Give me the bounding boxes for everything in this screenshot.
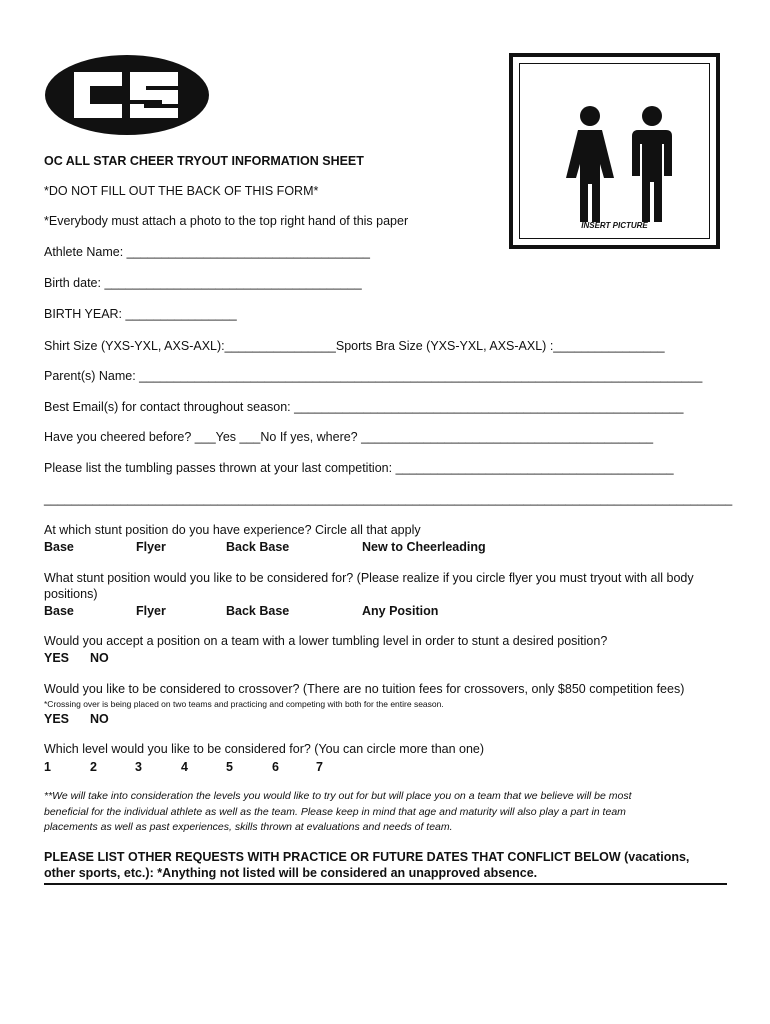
- athlete-name-field[interactable]: Athlete Name: ___________________________________: [44, 245, 370, 259]
- disclaimer-line3: placements as well as past experiences, skills thrown at evaluations and needs of team.: [44, 821, 453, 833]
- crossover-question: Would you like to be considered to crossover? (There are no tuition fees for crossovers, only $850 competition fees): [44, 682, 685, 696]
- birth-year-field[interactable]: BIRTH YEAR: ________________: [44, 307, 237, 321]
- considered-option-base[interactable]: Base: [44, 604, 74, 618]
- photo-box: [509, 53, 720, 249]
- level-option-5[interactable]: 5: [226, 760, 233, 774]
- page-title: OC ALL STAR CHEER TRYOUT INFORMATION SHEET: [44, 154, 364, 168]
- level-option-6[interactable]: 6: [272, 760, 279, 774]
- lower-level-no[interactable]: NO: [90, 651, 109, 665]
- level-question: Which level would you like to be considered for? (You can circle more than one): [44, 742, 485, 756]
- level-option-2[interactable]: 2: [90, 760, 97, 774]
- considered-option-flyer[interactable]: Flyer: [136, 604, 166, 618]
- considered-option-back-base[interactable]: Back Base: [226, 604, 290, 618]
- oc-logo-icon: [44, 54, 210, 136]
- shirt-size-field[interactable]: Shirt Size (YXS-YXL, AXS-AXL):________________Sports Bra Size (YXS-YXL, AXS-AXL) :________________: [44, 339, 665, 353]
- crossover-no[interactable]: NO: [90, 712, 109, 726]
- birth-date-field[interactable]: Birth date: _____________________________________: [44, 276, 362, 290]
- parents-name-field[interactable]: Parent(s) Name: _________________________________________________________________________________: [44, 369, 703, 383]
- crossover-yes[interactable]: YES: [44, 712, 70, 726]
- tumbling-passes-line2[interactable]: ___________________________________________________________________________________________________: [44, 492, 733, 506]
- requests-line1: PLEASE LIST OTHER REQUESTS WITH PRACTICE OR FUTURE DATES THAT CONFLICT BELOW (vacations,: [44, 850, 690, 864]
- considered-option-any[interactable]: Any Position: [362, 604, 439, 618]
- level-option-1[interactable]: 1: [44, 760, 51, 774]
- experience-option-new[interactable]: New to Cheerleading: [362, 540, 486, 554]
- experience-option-back-base[interactable]: Back Base: [226, 540, 290, 554]
- lower-level-question: Would you accept a position on a team with a lower tumbling level in order to stunt a desired position?: [44, 634, 608, 648]
- level-option-3[interactable]: 3: [135, 760, 142, 774]
- lower-level-yes[interactable]: YES: [44, 651, 70, 665]
- considered-question-line2: positions): [44, 587, 98, 601]
- email-field[interactable]: Best Email(s) for contact throughout season: ________________________________________________________: [44, 400, 684, 414]
- considered-question-line1: What stunt position would you like to be considered for? (Please realize if you circle flyer you must tryout with all body: [44, 571, 694, 585]
- divider-line: [44, 883, 727, 885]
- cheered-before-field[interactable]: Have you cheered before? ___Yes ___No If yes, where? __________________________________________: [44, 430, 654, 444]
- insert-picture-label: INSERT PICTURE: [581, 221, 648, 230]
- requests-line2: other sports, etc.): *Anything not listed will be considered an unapproved absence.: [44, 866, 538, 880]
- disclaimer-line1: **We will take into consideration the levels you would like to try out for but will place you on a team that we believe will be most: [44, 790, 632, 802]
- tumbling-passes-field[interactable]: Please list the tumbling passes thrown at your last competition: ________________________________________: [44, 461, 674, 475]
- experience-option-flyer[interactable]: Flyer: [136, 540, 166, 554]
- experience-option-base[interactable]: Base: [44, 540, 74, 554]
- crossover-note: *Crossing over is being placed on two teams and practicing and competing with both for the entire season.: [44, 699, 444, 709]
- experience-question: At which stunt position do you have experience? Circle all that apply: [44, 523, 421, 537]
- level-option-4[interactable]: 4: [181, 760, 188, 774]
- male-female-icon: [556, 104, 686, 224]
- notice-photo: *Everybody must attach a photo to the top right hand of this paper: [44, 214, 409, 228]
- notice-back: *DO NOT FILL OUT THE BACK OF THIS FORM*: [44, 184, 319, 198]
- disclaimer-line2: beneficial for the individual athlete as well as the team. Please keep in mind that age and maturity will also play a part in team: [44, 806, 626, 818]
- level-option-7[interactable]: 7: [316, 760, 323, 774]
